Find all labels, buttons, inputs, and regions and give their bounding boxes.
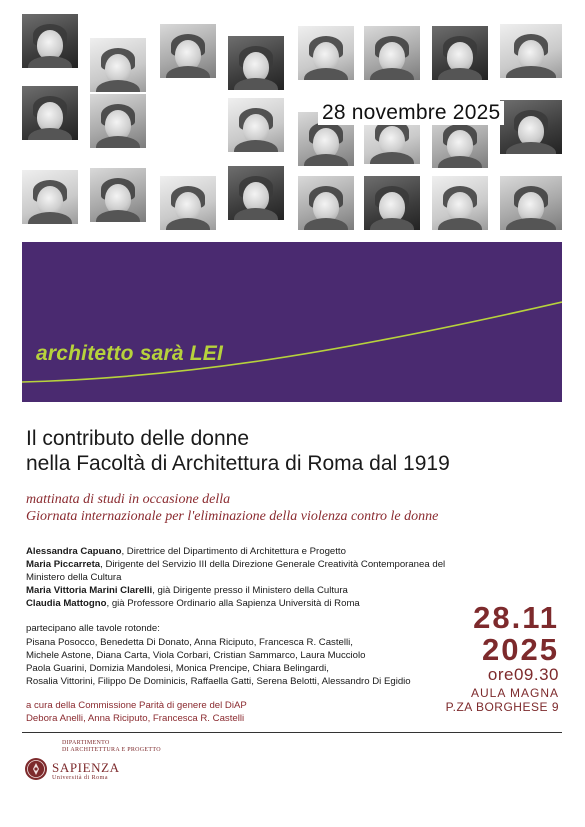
roundtable-line: Rosalia Vittorini, Filippo De Dominicis, Raffaella Gatti, Serena Belotti, Alessandro Di Egidio [26,676,411,687]
portrait-photo [90,168,146,222]
speaker-item: Claudia Mattogno, già Professore Ordinario alla Sapienza Università di Roma [26,598,360,609]
event-day: 28.11 [473,600,559,635]
portrait-photo [364,26,420,80]
speaker-item: Maria Piccarreta, Dirigente del Servizio III della Direzione Generale Creatività Contemporanea del Ministero della Cultura [26,559,446,583]
roundtable-intro: partecipano alle tavole rotonde: [26,623,160,634]
curve-decoration [22,242,562,402]
event-place: P.ZA BORGHESE 9 [445,700,559,714]
university-name: SAPIENZA [52,760,120,775]
university-subtitle: Università di Roma [52,775,108,781]
curated-by: a cura della Commissione Parità di genere del DiAP Debora Anelli, Anna Riciputo, Francesca R. Castelli [26,700,247,724]
portrait-photo [500,24,562,78]
portrait-photo [160,176,216,230]
portrait-photo [228,166,284,220]
sapienza-seal-icon [24,757,48,781]
portrait-photo [364,176,420,230]
portrait-photo [228,36,284,90]
portrait-photo [90,94,146,148]
series-title: architetto sarà LEI [36,342,224,365]
roundtable-line: Michele Astone, Diana Carta, Viola Corbari, Cristian Sammarco, Laura Mucciolo [26,650,366,661]
portrait-photo [298,176,354,230]
portrait-photo [500,176,562,230]
event-time: ore09.30 [487,665,559,684]
subtitle: mattinata di studi in occasione della Giornata internazionale per l'eliminazione della violenza contro le donne [26,492,439,524]
photo-collage [22,14,562,242]
department-name: DIPARTIMENTO DI ARCHITETTURA E PROGETTO [62,740,161,753]
footer-divider [22,732,562,733]
roundtable-list [26,622,446,688]
portrait-photo [500,100,562,154]
event-date-block [446,602,559,714]
event-hall: AULA MAGNA [470,686,559,700]
portrait-photo [90,38,146,92]
event-year: 2025 [482,632,559,667]
banner-date: 28 novembre 2025 [318,101,504,125]
title-band [22,242,562,402]
portrait-photo [432,176,488,230]
portrait-photo [22,14,78,68]
portrait-photo [160,24,216,78]
main-title: Il contributo delle donne nella Facoltà di Architettura di Roma dal 1919 [26,427,450,475]
roundtable-line: Pisana Posocco, Benedetta Di Donato, Anna Riciputo, Francesca R. Castelli, [26,637,353,648]
portrait-photo [228,98,284,152]
portrait-photo [298,26,354,80]
roundtable-line: Paola Guarini, Domizia Mandolesi, Monica Prencipe, Chiara Belingardi, [26,663,329,674]
portrait-photo [22,86,78,140]
speaker-list [26,545,446,610]
portrait-photo [22,170,78,224]
speaker-item: Alessandra Capuano, Direttrice del Dipartimento di Architettura e Progetto [26,546,346,557]
speaker-item: Maria Vittoria Marini Clarelli, già Dirigente presso il Ministero della Cultura [26,585,348,596]
portrait-photo [432,26,488,80]
